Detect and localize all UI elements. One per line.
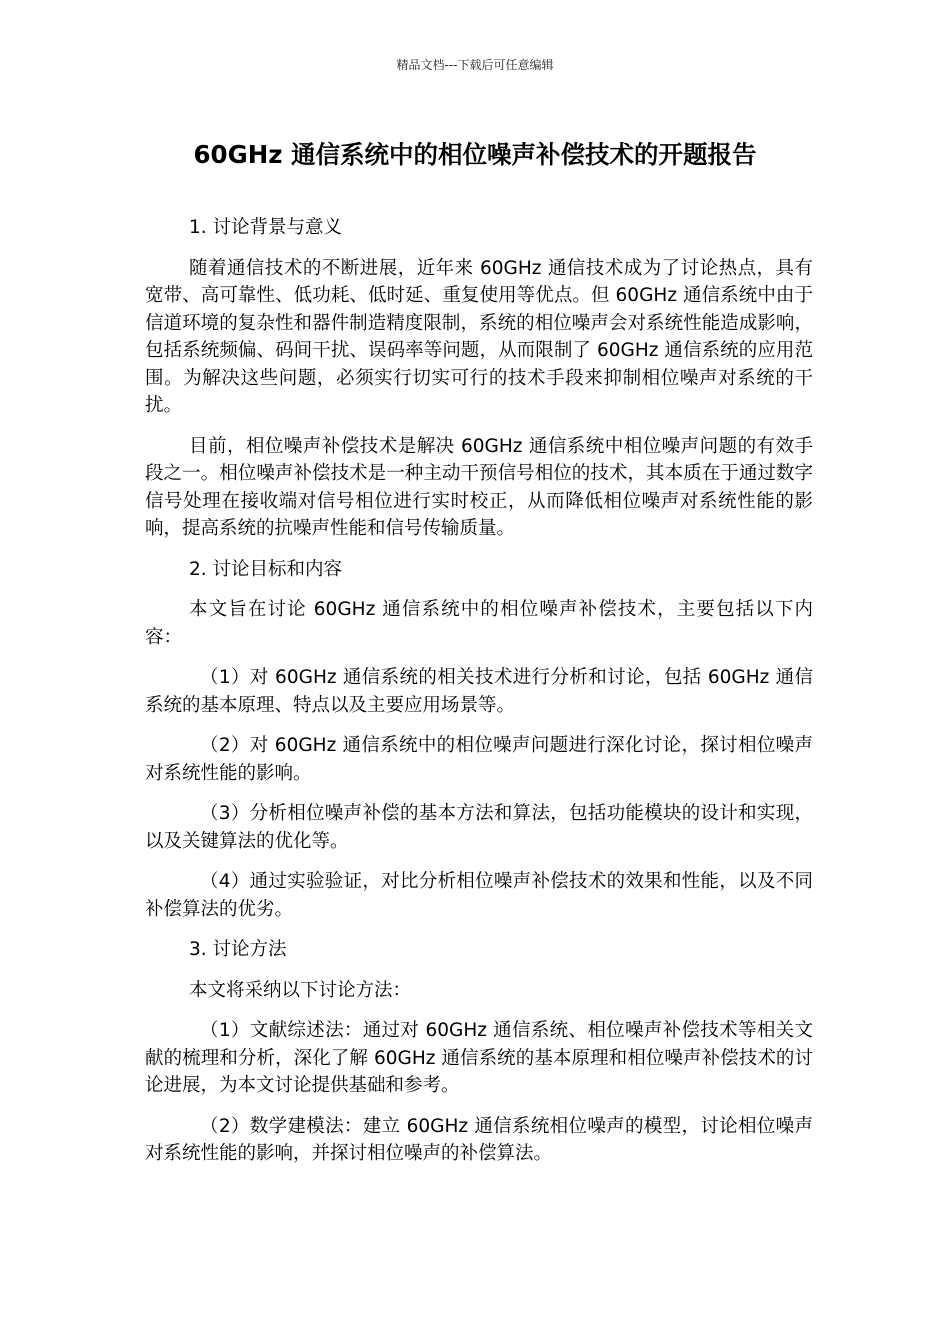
list-item-method-1: （1）文献综述法：通过对 60GHz 通信系统、相位噪声补偿技术等相关文献的梳理和分析，深化了解 60GHz 通信系统的基本原理和相位噪声补偿技术的讨论进展，为本文讨论提供基础和参考。 (145, 1020, 813, 1096)
paragraph-goals-intro: 本文旨在讨论 60GHz 通信系统中的相位噪声补偿技术，主要包括以下内容： (145, 599, 813, 648)
header-note: 精品文档---下载后可任意编辑 (396, 58, 554, 72)
list-item-goal-2: （2）对 60GHz 通信系统中的相位噪声问题进行深化讨论，探讨相位噪声对系统性能的影响。 (145, 735, 813, 784)
list-item-goal-3: （3）分析相位噪声补偿的基本方法和算法，包括功能模块的设计和实现，以及关键算法的优化等。 (145, 803, 813, 852)
document-title: 60GHz 通信系统中的相位噪声补偿技术的开题报告 (193, 140, 757, 169)
paragraph-background-1: 随着通信技术的不断进展，近年来 60GHz 通信技术成为了讨论热点，具有宽带、高可靠性、低功耗、低时延、重复使用等优点。但 60GHz 通信系统中由于信道环境的复杂性和器件制造精度限制，系统的相位噪声会对系统性能造成影响，包括系统频偏、码间干扰、误码率等问题，从而限制了 60GHz 通信系统的应用范围。为解决这些问题，必须实行切实可行的技术手段来抑制相位噪声对系统的干扰。 (145, 257, 813, 416)
paragraph-methods-intro: 本文将采纳以下讨论方法： (189, 979, 412, 1001)
paragraph-background-2: 目前，相位噪声补偿技术是解决 60GHz 通信系统中相位噪声问题的有效手段之一。相位噪声补偿技术是一种主动干预信号相位的技术，其本质在于通过数字信号处理在接收端对信号相位进行实时校正，从而降低相位噪声对系统性能的影响，提高系统的抗噪声性能和信号传输质量。 (145, 435, 813, 539)
list-item-goal-1: （1）对 60GHz 通信系统的相关技术进行分析和讨论，包括 60GHz 通信系统的基本原理、特点以及主要应用场景等。 (145, 667, 813, 716)
section-heading-background: 1. 讨论背景与意义 (189, 217, 343, 238)
list-item-goal-4: （4）通过实验验证，对比分析相位噪声补偿技术的效果和性能，以及不同补偿算法的优劣。 (145, 871, 813, 920)
section-heading-methods: 3. 讨论方法 (189, 939, 287, 960)
section-heading-goals: 2. 讨论目标和内容 (189, 558, 343, 580)
list-item-method-2: （2）数学建模法：建立 60GHz 通信系统相位噪声的模型，讨论相位噪声对系统性能的影响，并探讨相位噪声的补偿算法。 (145, 1115, 813, 1164)
document-body (145, 214, 813, 1181)
